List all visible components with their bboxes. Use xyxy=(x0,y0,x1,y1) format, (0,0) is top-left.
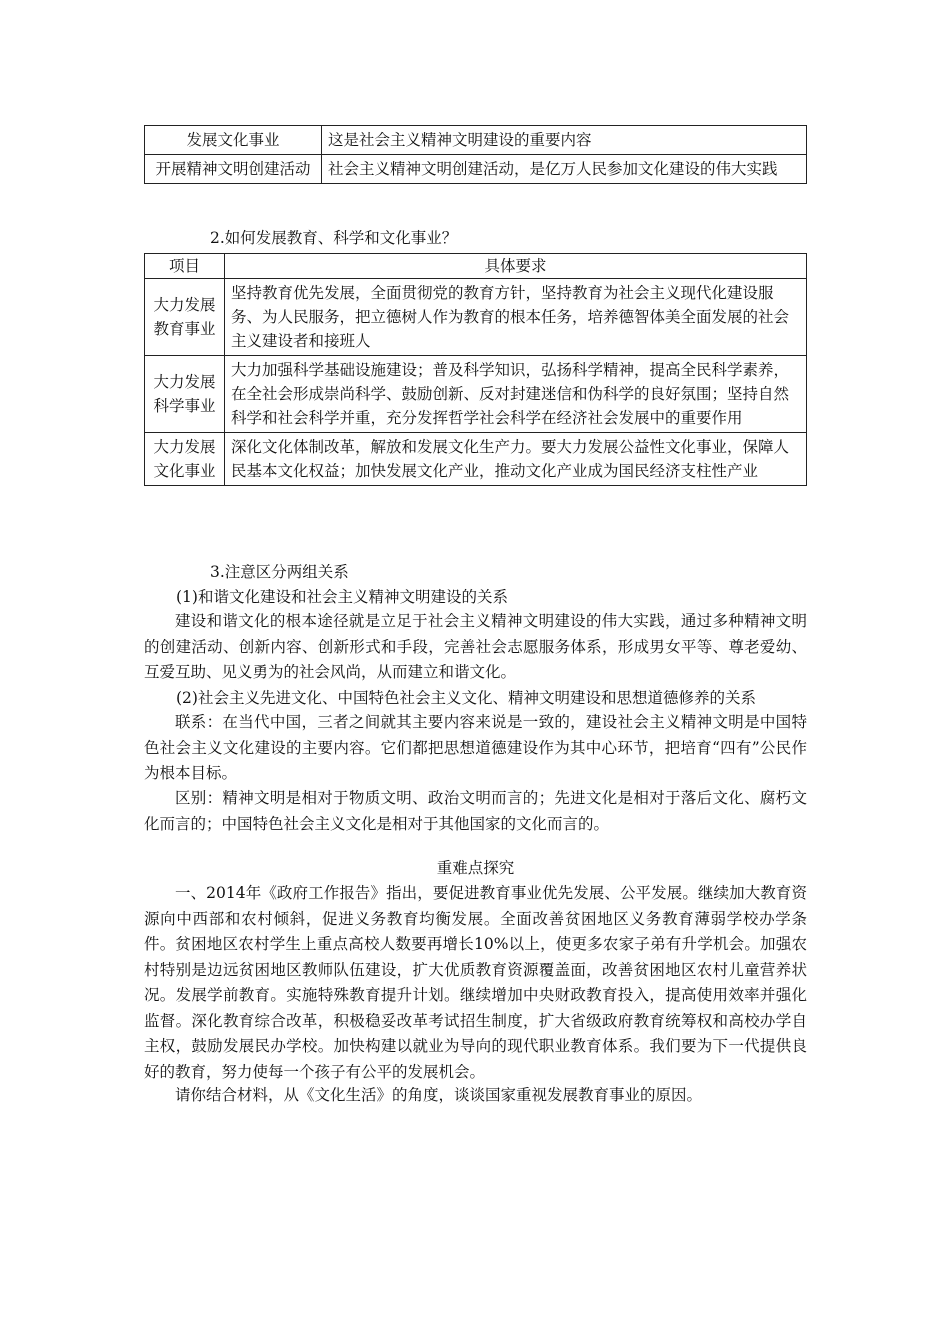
table-row xyxy=(145,279,807,356)
paragraph-question: 请你结合材料，从《文化生活》的角度，谈谈国家重视发展教育事业的原因。 xyxy=(175,1086,703,1104)
table-cell-value: 社会主义精神文明创建活动，是亿万人民参加文化建设的伟大实践 xyxy=(322,155,807,184)
table-row xyxy=(145,433,807,486)
table-cell-key: 大力发展文化事业 xyxy=(145,433,225,486)
table-cell-key: 大力发展科学事业 xyxy=(145,356,225,433)
paragraph-connection: 联系：在当代中国，三者之间就其主要内容来说是一致的，建设社会主义精神文明是中国特色社会主义文化建设的主要内容。它们都把思想道德建设作为其中心环节，把培育“四有”公民作为根本目标。 xyxy=(144,713,807,782)
column-header-item: 项目 xyxy=(145,254,225,279)
table-cell-value: 深化文化体制改革，解放和发展文化生产力。要大力发展公益性文化事业，保障人民基本文化权益；加快发展文化产业，推动文化产业成为国民经济支柱性产业 xyxy=(225,433,807,486)
subsection-title-2: (2)社会主义先进文化、中国特色社会主义文化、精神文明建设和思想道德修养的关系 xyxy=(176,689,756,707)
section-title-q2: 2.如何发展教育、科学和文化事业？ xyxy=(210,229,458,247)
requirements-table xyxy=(144,253,807,486)
column-header-requirement: 具体要求 xyxy=(225,254,807,279)
subsection-title-1: (1)和谐文化建设和社会主义精神文明建设的关系 xyxy=(176,588,508,606)
table-row xyxy=(145,356,807,433)
table-row xyxy=(145,155,807,184)
section-heading-explore: 重难点探究 xyxy=(436,859,515,877)
paragraph-material: 一、2014年《政府工作报告》指出，要促进教育事业优先发展、公平发展。继续加大教育资源向中西部和农村倾斜，促进义务教育均衡发展。全面改善贫困地区义务教育薄弱学校办学条件。贫困地区农村学生上重点高校人数要再增长10%以上，使更多农家子弟有升学机会。加强农村特别是边远贫困地区教师队伍建设，扩大优质教育资源覆盖面，改善贫困地区农村儿童营养状况。发展学前教育。实施特殊教育提升计划。继续增加中央财政教育投入，提高使用效率并强化监督。深化教育综合改革，积极稳妥改革考试招生制度，扩大省级政府教育统筹权和高校办学自主权，鼓励发展民办学校。加快构建以就业为导向的现代职业教育体系。我们要为下一代提供良好的教育，努力使每一个孩子有公平的发展机会。 xyxy=(144,884,807,1081)
summary-table xyxy=(144,125,807,184)
table-header-row xyxy=(145,254,807,279)
table-cell-value: 大力加强科学基础设施建设；普及科学知识，弘扬科学精神，提高全民科学素养，在全社会形成崇尚科学、鼓励创新、反对封建迷信和伪科学的良好氛围；坚持自然科学和社会科学并重，充分发挥哲学社会科学在经济社会发展中的重要作用 xyxy=(225,356,807,433)
table-cell-key: 开展精神文明创建活动 xyxy=(145,155,322,184)
table-cell-key: 大力发展教育事业 xyxy=(145,279,225,356)
paragraph-difference: 区别：精神文明是相对于物质文明、政治文明而言的；先进文化是相对于落后文化、腐朽文化而言的；中国特色社会主义文化是相对于其他国家的文化而言的。 xyxy=(144,789,807,833)
table-row xyxy=(145,126,807,155)
table-cell-value: 坚持教育优先发展，全面贯彻党的教育方针，坚持教育为社会主义现代化建设服务、为人民服务，把立德树人作为教育的根本任务，培养德智体美全面发展的社会主义建设者和接班人 xyxy=(225,279,807,356)
table-cell-value: 这是社会主义精神文明建设的重要内容 xyxy=(322,126,807,155)
section-title-q3: 3.注意区分两组关系 xyxy=(210,563,349,581)
paragraph-harmony: 建设和谐文化的根本途径就是立足于社会主义精神文明建设的伟大实践，通过多种精神文明的创建活动、创新内容、创新形式和手段，完善社会志愿服务体系，形成男女平等、尊老爱幼、互爱互助、见义勇为的社会风尚，从而建立和谐文化。 xyxy=(144,612,807,681)
table-cell-key: 发展文化事业 xyxy=(145,126,322,155)
